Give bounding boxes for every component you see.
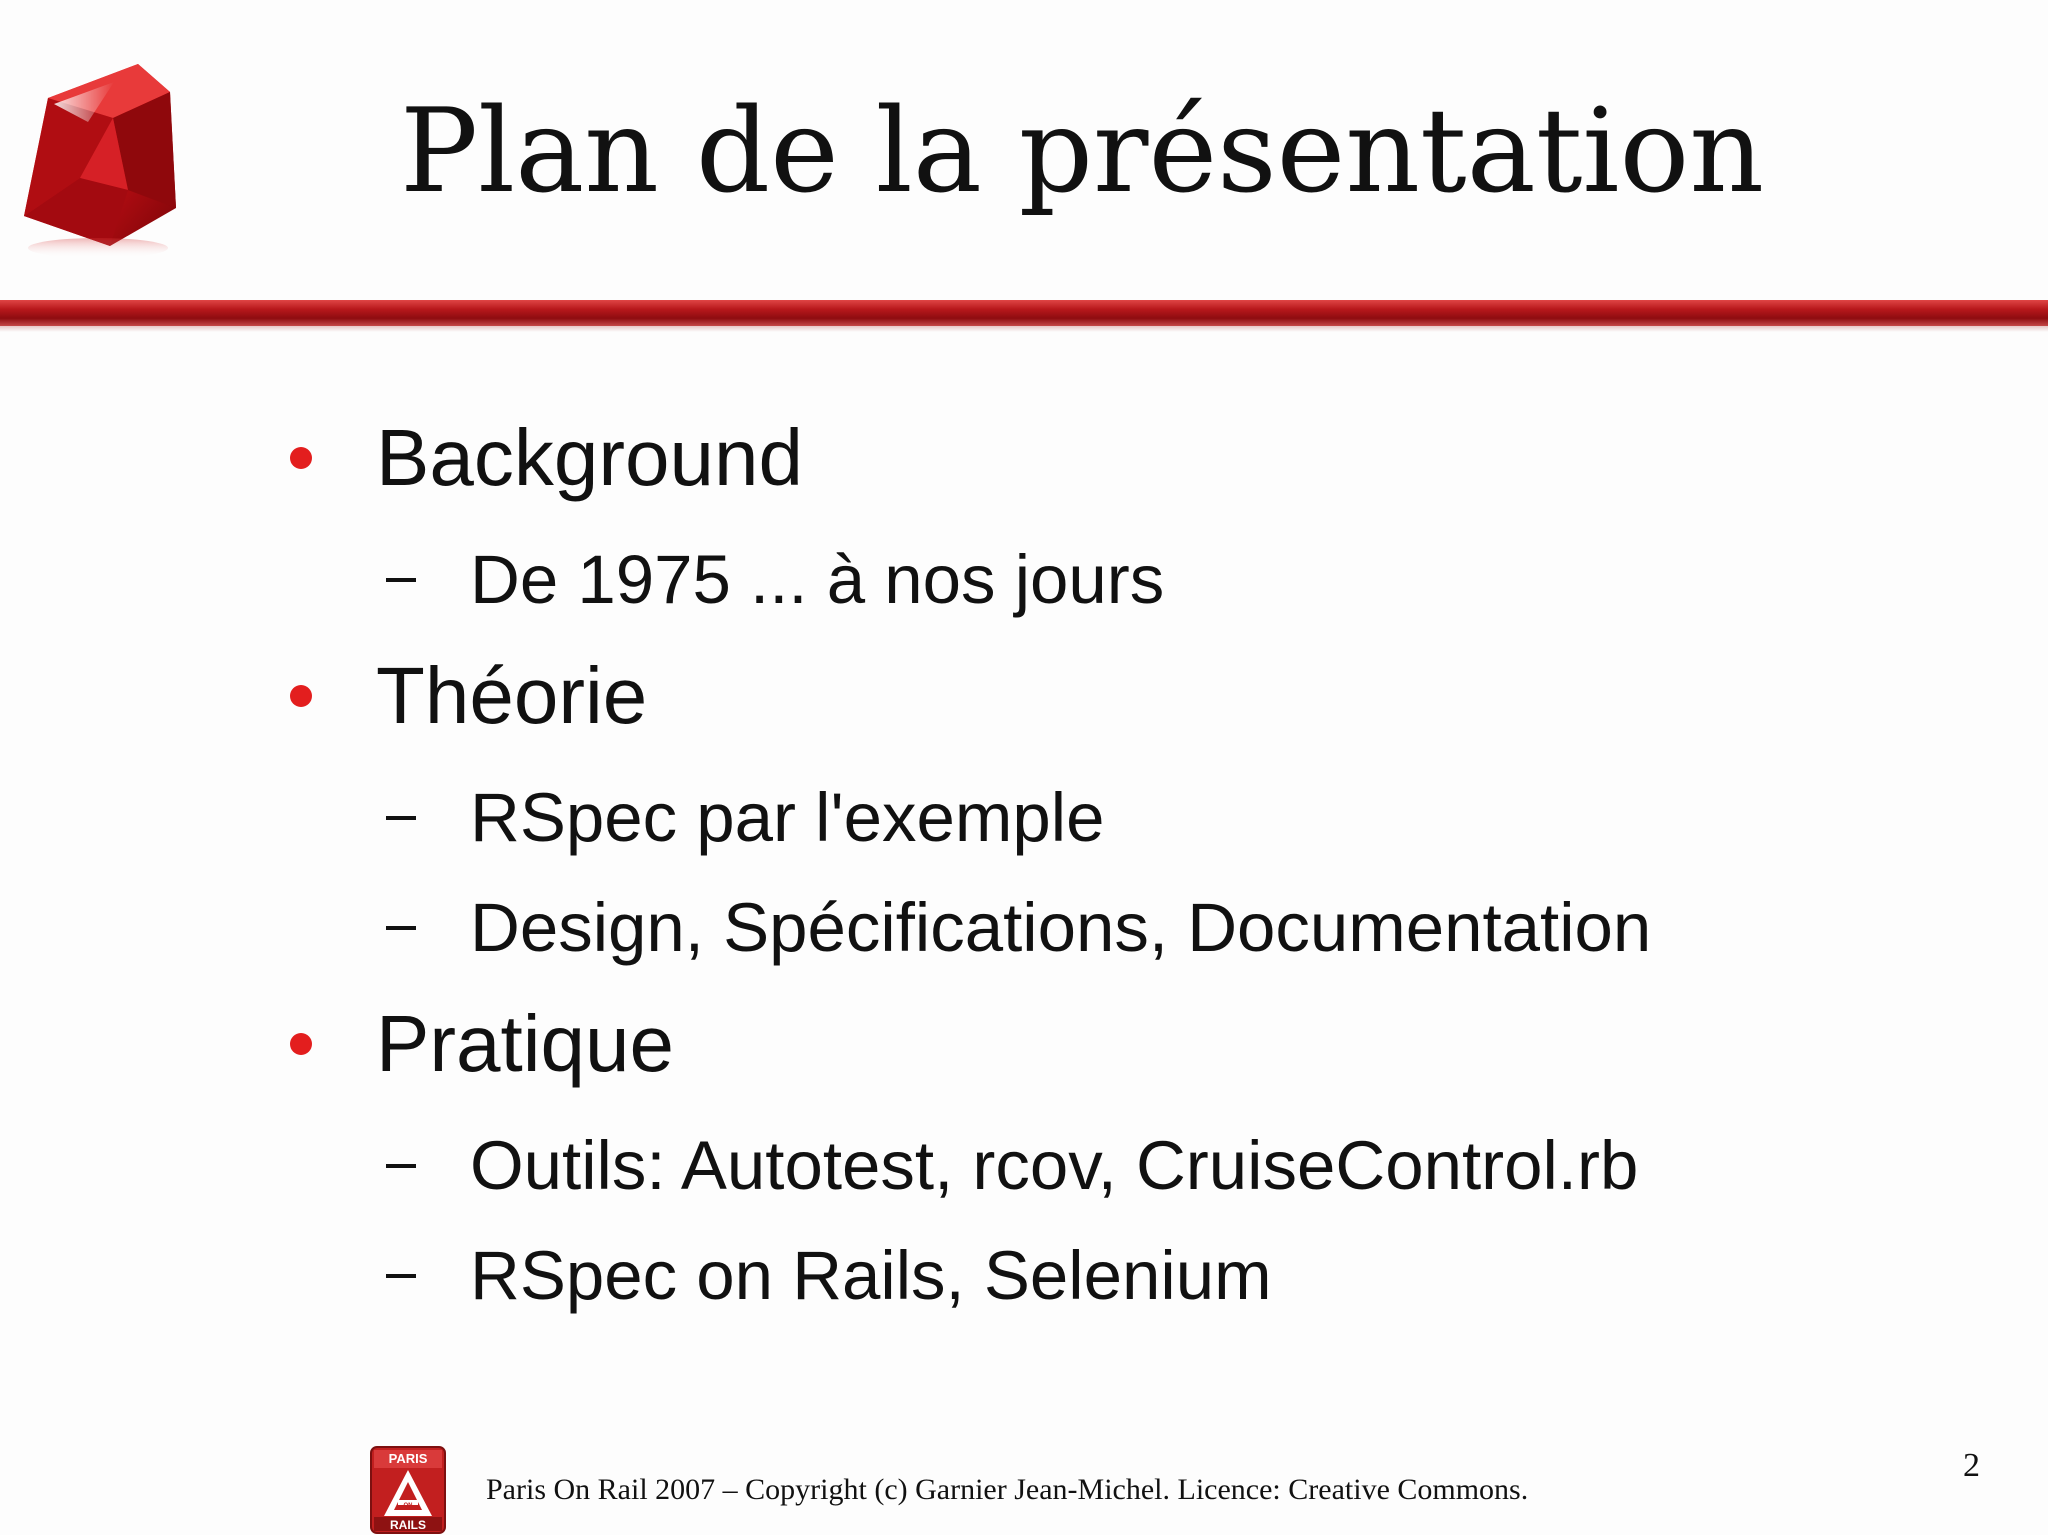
sub-item-label: De 1975 ... à nos jours xyxy=(470,541,1165,618)
badge-bottom-text: RAILS xyxy=(390,1518,426,1532)
badge-top-text: PARIS xyxy=(388,1451,428,1466)
bullet-dot-icon xyxy=(290,685,312,707)
sub-item-label: Outils: Autotest, rcov, CruiseControl.rb xyxy=(470,1127,1639,1204)
sub-item-design-specs xyxy=(386,886,1651,970)
bullet-label: Background xyxy=(376,413,803,502)
bullet-label: Pratique xyxy=(376,999,674,1088)
dash-icon xyxy=(386,816,416,820)
badge-mid-text: ON xyxy=(403,1503,413,1509)
dash-icon xyxy=(386,1164,416,1168)
dash-icon xyxy=(386,578,416,582)
sub-item-rails-selenium xyxy=(386,1234,1272,1318)
bullet-theorie xyxy=(290,648,647,744)
bullet-pratique xyxy=(290,996,674,1092)
sub-item-history xyxy=(386,538,1164,622)
sub-item-label: Design, Spécifications, Documentation xyxy=(470,889,1652,966)
paris-on-rails-badge-icon xyxy=(370,1446,446,1534)
bullet-label: Théorie xyxy=(376,651,648,740)
slide-title: Plan de la présentation xyxy=(400,84,1765,219)
page-number: 2 xyxy=(1963,1447,1980,1484)
sub-item-label: RSpec on Rails, Selenium xyxy=(470,1237,1272,1314)
sub-item-label: RSpec par l'exemple xyxy=(470,779,1105,856)
dash-icon xyxy=(386,926,416,930)
bullet-dot-icon xyxy=(290,1033,312,1055)
dash-icon xyxy=(386,1274,416,1278)
sub-item-tools xyxy=(386,1124,1638,1208)
bullet-dot-icon xyxy=(290,447,312,469)
sub-item-rspec-example xyxy=(386,776,1104,860)
bullet-background xyxy=(290,410,803,506)
footer-copyright: Paris On Rail 2007 – Copyright (c) Garnier Jean-Michel. Licence: Creative Commons. xyxy=(486,1473,1529,1506)
